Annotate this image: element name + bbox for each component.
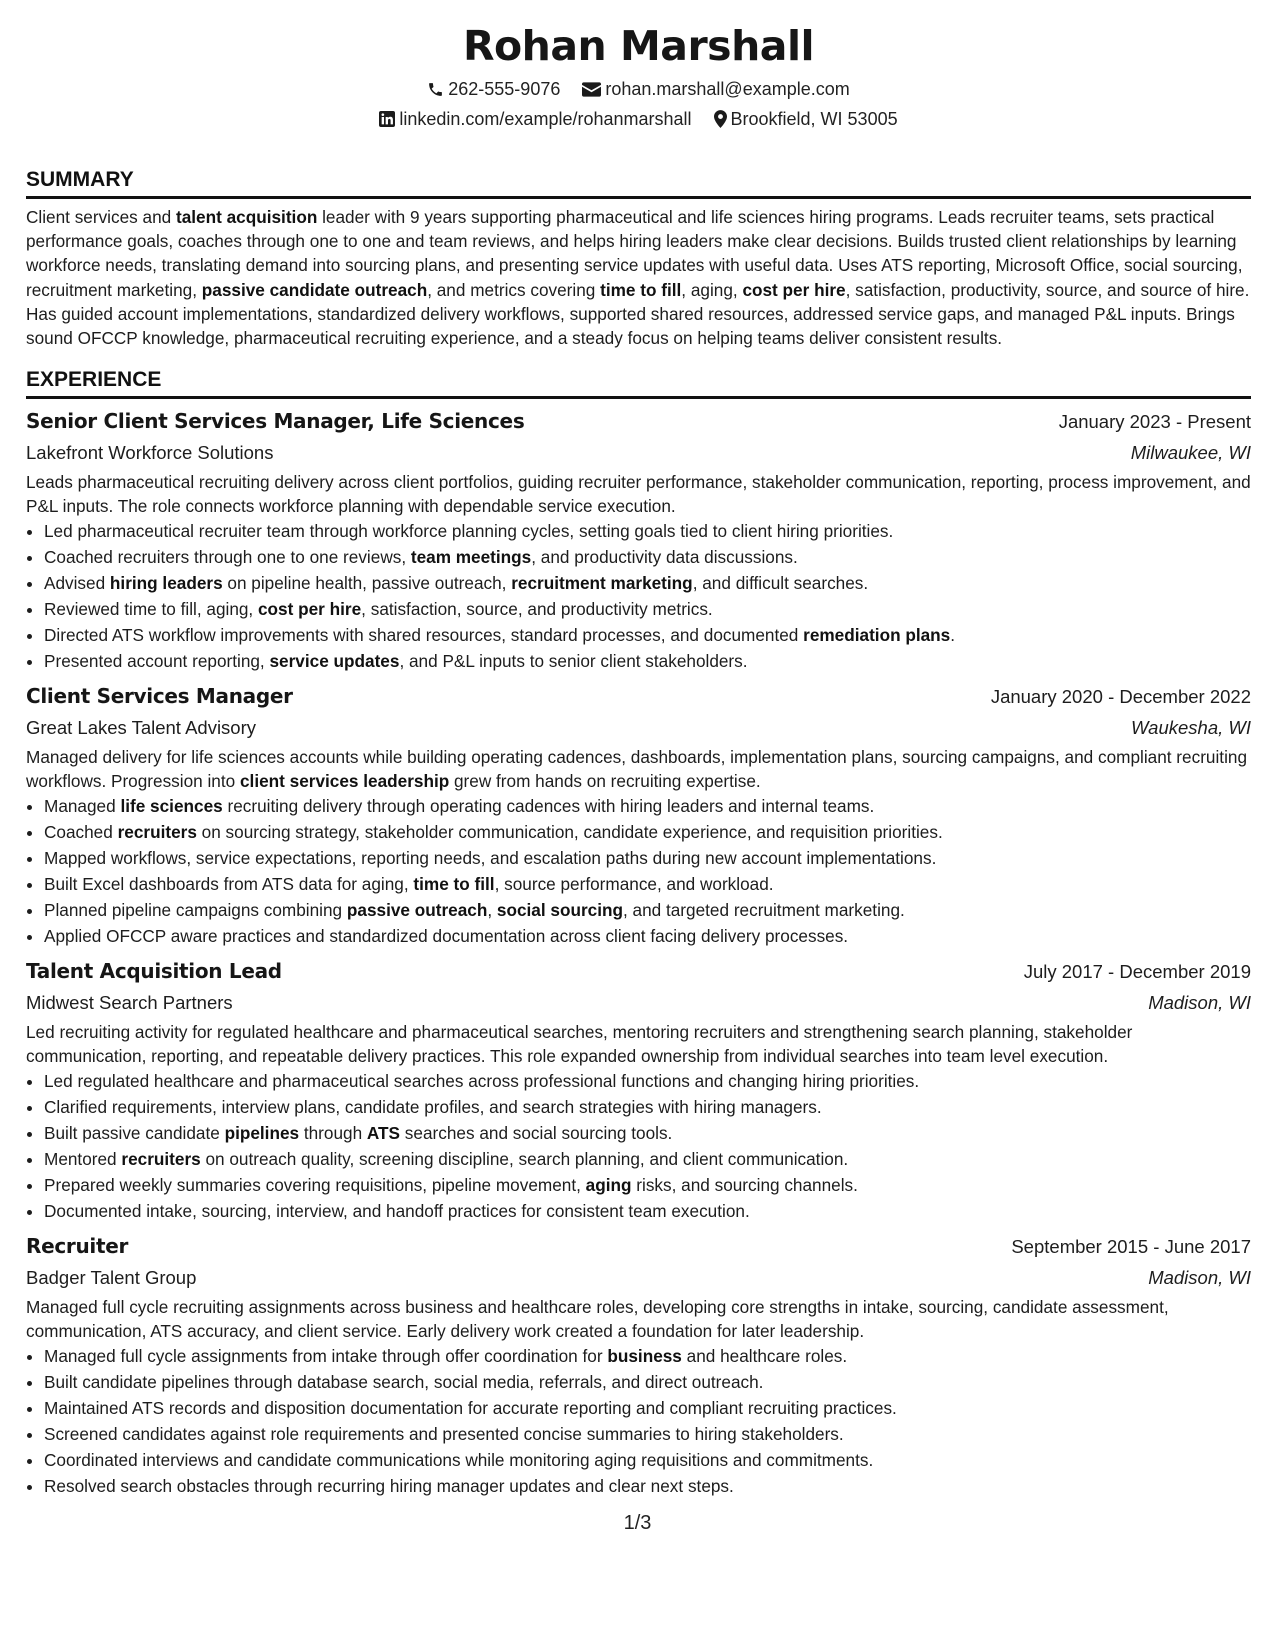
bullet-item: • Built Excel dashboards from ATS data for aging, time to fill, source performance, and workload. — [44, 871, 1251, 897]
envelope-icon — [582, 82, 601, 97]
job-location: Madison, WI — [1148, 1267, 1251, 1289]
job-entry — [26, 955, 1251, 1224]
summary-text: Client services and talent acquisition leader with 9 years supporting pharmaceutical and life sciences hiring programs. Leads recruiter teams, sets practical performance goals, coaches through one to one and team reviews, and helps hiring leaders make clear decisions. Builds trusted client relationships by learning workforce needs, translating demand into sourcing plans, and presenting service updates with useful data. Uses ATS reporting, Microsoft Office, social sourcing, recruitment marketing, passive candidate outreach, and metrics covering time to fill, aging, cost per hire, satisfaction, productivity, source, and source of hire. Has guided account implementations, standardized delivery workflows, supported shared resources, addressed service gaps, and managed P&L inputs. Brings sound OFCCP knowledge, pharmaceutical recruiting experience, and a steady focus on helping teams deliver consistent results. — [26, 207, 1250, 349]
job-subheader — [26, 713, 1251, 743]
job-bullets — [26, 518, 1251, 674]
emphasis-text: time to fill — [413, 874, 495, 895]
section-divider — [26, 196, 1251, 199]
emphasis-text: talent acquisition — [175, 207, 318, 227]
emphasis-text: time to fill — [600, 279, 682, 300]
bullet-item: • Planned pipeline campaigns combining passive outreach, social sourcing, and targeted recruitment marketing. — [44, 897, 1251, 923]
job-description: Led recruiting activity for regulated healthcare and pharmaceutical searches, mentoring recruiters and strengthening search planning, stakeholder communication, reporting, and repeatable delivery practices. This role expanded ownership from individual searches into team level execution. — [26, 1022, 1133, 1067]
phone-text: 262-555-9076 — [448, 79, 561, 99]
email-contact[interactable] — [582, 74, 849, 104]
bullet-item: • Screened candidates against role requirements and presented concise summaries to hiring stakeholders. — [44, 1421, 1251, 1447]
emphasis-text: recruitment marketing — [511, 573, 693, 594]
map-pin-icon — [714, 110, 727, 128]
emphasis-text: life sciences — [120, 796, 223, 817]
emphasis-text: recruiters — [117, 822, 197, 843]
job-bullets — [26, 1068, 1251, 1224]
bullet-item: • Advised hiring leaders on pipeline health, passive outreach, recruitment marketing, and difficult searches. — [44, 570, 1251, 596]
job-dates: July 2017 - December 2019 — [1023, 961, 1251, 983]
linkedin-icon — [379, 111, 395, 127]
company-name: Badger Talent Group — [26, 1267, 197, 1289]
company-name: Lakefront Workforce Solutions — [26, 442, 274, 464]
job-bullets — [26, 793, 1251, 949]
location-text: Brookfield, WI 53005 — [730, 109, 898, 129]
linkedin-text[interactable]: linkedin.com/example/rohanmarshall — [399, 109, 692, 129]
emphasis-text: cost per hire — [742, 279, 846, 300]
bullet-item: • Maintained ATS records and disposition documentation for accurate reporting and compliant recruiting practices. — [44, 1395, 1251, 1421]
bullet-item: • Led pharmaceutical recruiter team through workforce planning cycles, setting goals tied to client hiring priorities. — [44, 518, 1251, 544]
emphasis-text: client services leadership — [239, 771, 450, 792]
bullet-item: • Mapped workflows, service expectations, reporting needs, and escalation paths during new account implementations. — [44, 845, 1251, 871]
emphasis-text: aging — [585, 1175, 632, 1196]
job-subheader — [26, 1263, 1251, 1293]
email-text[interactable]: rohan.marshall@example.com — [605, 79, 850, 99]
job-description: Managed delivery for life sciences accounts while building operating cadences, dashboards, implementation plans, sourcing campaigns, and compliant recruiting workflows. Progression into client services leadership grew from hands on recruiting expertise. — [26, 747, 1248, 792]
job-header — [26, 955, 1251, 988]
bullet-item: • Clarified requirements, interview plans, candidate profiles, and search strategies with hiring managers. — [44, 1094, 1251, 1120]
emphasis-text: social sourcing — [496, 900, 623, 921]
job-subheader — [26, 438, 1251, 468]
bullet-item: • Presented account reporting, service updates, and P&L inputs to senior client stakeholders. — [44, 648, 1251, 674]
job-dates: January 2023 - Present — [1058, 411, 1251, 433]
job-title: Senior Client Services Manager, Life Sciences — [26, 409, 525, 434]
linkedin-contact[interactable] — [379, 104, 691, 134]
job-dates: September 2015 - June 2017 — [1011, 1236, 1251, 1258]
page-number: 1/3 — [623, 1512, 652, 1534]
bullet-item: • Coordinated interviews and candidate communications while monitoring aging requisitions and commitments. — [44, 1447, 1251, 1473]
emphasis-text: cost per hire — [258, 599, 362, 620]
company-name: Great Lakes Talent Advisory — [26, 717, 257, 739]
section-divider — [26, 396, 1251, 399]
job-description: Managed full cycle recruiting assignments across business and healthcare roles, developing core strengths in intake, sourcing, candidate assessment, communication, ATS accuracy, and client service. Early delivery work created a foundation for later leadership. — [26, 1297, 1169, 1342]
experience-heading: EXPERIENCE — [26, 368, 162, 392]
bullet-item: • Applied OFCCP aware practices and standardized documentation across client facing delivery processes. — [44, 923, 1251, 949]
candidate-name: Rohan Marshall — [462, 22, 815, 70]
emphasis-text: recruiters — [121, 1149, 201, 1170]
job-header — [26, 1230, 1251, 1263]
summary-heading: SUMMARY — [26, 168, 134, 191]
job-title: Recruiter — [26, 1234, 129, 1259]
job-entry — [26, 680, 1251, 949]
bullet-item: • Built passive candidate pipelines through ATS searches and social sourcing tools. — [44, 1120, 1251, 1146]
job-bullets — [26, 1343, 1251, 1499]
emphasis-text: pipelines — [224, 1123, 300, 1144]
bullet-item: • Managed life sciences recruiting delivery through operating cadences with hiring leaders and internal teams. — [44, 793, 1251, 819]
job-dates: January 2020 - December 2022 — [990, 686, 1251, 708]
bullet-item: • Prepared weekly summaries covering requisitions, pipeline movement, aging risks, and sourcing channels. — [44, 1172, 1251, 1198]
emphasis-text: passive candidate outreach — [201, 279, 428, 300]
bullet-item: • Managed full cycle assignments from intake through offer coordination for business and healthcare roles. — [44, 1343, 1251, 1369]
contact-row-2 — [26, 104, 1251, 134]
emphasis-text: remediation plans — [803, 625, 951, 646]
jobs-list — [26, 405, 1251, 1499]
job-entry — [26, 405, 1251, 674]
bullet-item: • Reviewed time to fill, aging, cost per hire, satisfaction, source, and productivity metrics. — [44, 596, 1251, 622]
job-description: Leads pharmaceutical recruiting delivery across client portfolios, guiding recruiter performance, stakeholder communication, reporting, process improvement, and P&L inputs. The role connects workforce planning with dependable service execution. — [26, 472, 1251, 517]
emphasis-text: service updates — [269, 651, 400, 672]
job-entry — [26, 1230, 1251, 1499]
bullet-item: • Coached recruiters on sourcing strategy, stakeholder communication, candidate experience, and requisition priorities. — [44, 819, 1251, 845]
resume-page — [26, 18, 1251, 1499]
job-header — [26, 680, 1251, 713]
job-title: Talent Acquisition Lead — [26, 959, 282, 984]
bullet-item: • Mentored recruiters on outreach quality, screening discipline, search planning, and client communication. — [44, 1146, 1251, 1172]
job-location: Milwaukee, WI — [1130, 442, 1251, 464]
emphasis-text: team meetings — [410, 547, 532, 568]
phone-contact — [427, 74, 560, 104]
bullet-item: • Built candidate pipelines through database search, social media, referrals, and direct outreach. — [44, 1369, 1251, 1395]
job-location: Madison, WI — [1148, 992, 1251, 1014]
bullet-item: • Coached recruiters through one to one reviews, team meetings, and productivity data discussions. — [44, 544, 1251, 570]
bullet-item: • Resolved search obstacles through recurring hiring manager updates and clear next steps. — [44, 1473, 1251, 1499]
emphasis-text: hiring leaders — [109, 573, 223, 594]
company-name: Midwest Search Partners — [26, 992, 233, 1014]
contact-row-1 — [26, 74, 1251, 104]
summary-section — [26, 166, 1251, 350]
experience-section — [26, 366, 1251, 1499]
job-location: Waukesha, WI — [1131, 717, 1251, 739]
emphasis-text: ATS — [366, 1123, 401, 1144]
job-subheader — [26, 988, 1251, 1018]
job-header — [26, 405, 1251, 438]
emphasis-text: passive outreach — [346, 900, 488, 921]
location-contact — [714, 104, 898, 134]
bullet-item: • Documented intake, sourcing, interview, and handoff practices for consistent team execution. — [44, 1198, 1251, 1224]
emphasis-text: business — [607, 1346, 682, 1367]
bullet-item: • Led regulated healthcare and pharmaceutical searches across professional functions and changing hiring priorities. — [44, 1068, 1251, 1094]
bullet-item: • Directed ATS workflow improvements with shared resources, standard processes, and documented remediation plans. — [44, 622, 1251, 648]
phone-icon — [427, 81, 444, 98]
job-title: Client Services Manager — [26, 684, 293, 709]
